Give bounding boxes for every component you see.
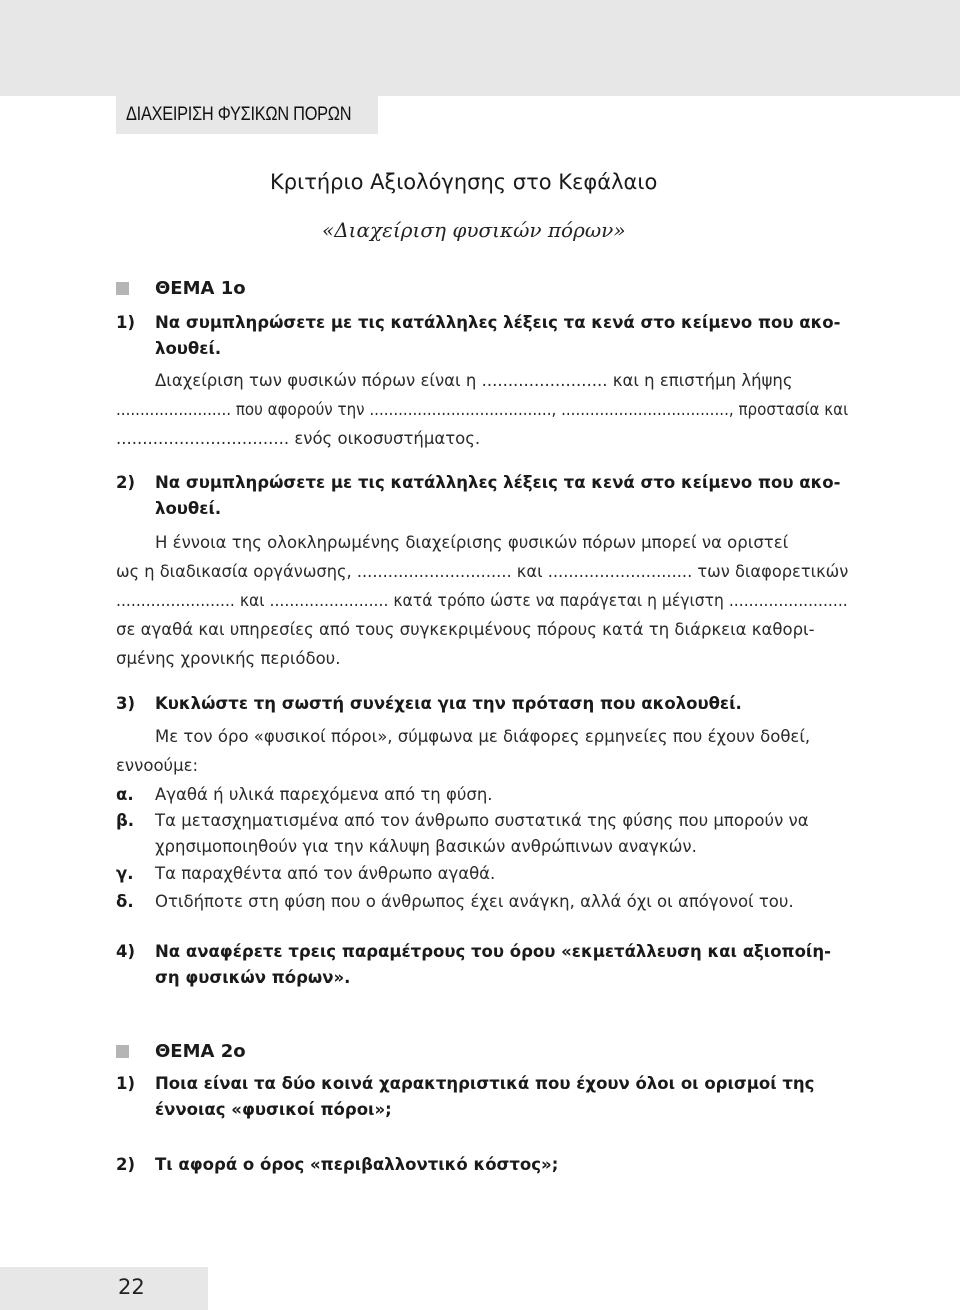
question-prompt-cont: λουθεί.: [155, 499, 222, 518]
fill-blank-text: σε αγαθά και υπηρεσίες από τους συγκεκριμένους πόρους κατά τη διάρκεια καθορι-: [116, 620, 815, 639]
bullet-square-icon: [116, 1045, 129, 1058]
question-number: 1): [116, 313, 136, 332]
section-header: [116, 96, 378, 134]
page-title: Κριτήριο Αξιολόγησης στο Κεφάλαιο: [270, 170, 658, 194]
question-prompt: Τι αφορά ο όρος «περιβαλλοντικό κόστος»;: [155, 1155, 559, 1174]
option-letter: γ.: [116, 864, 134, 883]
question-number: 2): [116, 473, 136, 492]
question-number: 1): [116, 1074, 136, 1093]
option-text[interactable]: Τα μετασχηματισμένα από τον άνθρωπο συστατικά της φύσης που μπορούν να: [155, 811, 809, 830]
question-stem-cont: εννοούμε:: [116, 756, 199, 775]
question-prompt: Να αναφέρετε τρεις παραμέτρους του όρου «εκμετάλλευση και αξιοποίη-: [155, 942, 831, 961]
question-prompt-cont: λουθεί.: [155, 339, 222, 358]
question-prompt-cont: ση φυσικών πόρων».: [155, 968, 351, 987]
question-prompt-cont: έννοιας «φυσικοί πόροι»;: [155, 1100, 392, 1119]
fill-blank-text: ........................ και ........................ κατά τρόπο ώστε να παράγεται η μέγιστη ........................: [116, 591, 848, 610]
fill-blank-text: ................................. ενός οικοσυστήματος.: [116, 429, 481, 448]
question-number: 4): [116, 942, 136, 961]
option-letter: α.: [116, 785, 134, 804]
question-number: 2): [116, 1155, 136, 1174]
question-prompt: Να συμπληρώσετε με τις κατάλληλες λέξεις τα κενά στο κείμενο που ακο-: [155, 313, 841, 332]
option-text[interactable]: Αγαθά ή υλικά παρεχόμενα από τη φύση.: [155, 785, 493, 804]
page-number: 22: [118, 1275, 145, 1299]
page-subtitle: «Διαχείριση φυσικών πόρων»: [322, 218, 626, 242]
header-band: [0, 0, 960, 96]
fill-blank-text: ως η διαδικασία οργάνωσης, .............................. και ............................ των διαφορετικών: [116, 562, 849, 581]
option-text[interactable]: Οτιδήποτε στη φύση που ο άνθρωπος έχει ανάγκη, αλλά όχι οι απόγονοί του.: [155, 892, 794, 911]
theme1-heading: ΘΕΜΑ 1ο: [155, 278, 246, 299]
option-text[interactable]: Τα παραχθέντα από τον άνθρωπο αγαθά.: [155, 864, 496, 883]
fill-blank-text: σμένης χρονικής περιόδου.: [116, 649, 341, 668]
section-title: ΔΙΑΧΕΙΡΙΣΗ ΦΥΣΙΚΩΝ ΠΟΡΩΝ: [126, 104, 352, 125]
question-prompt: Ποια είναι τα δύο κοινά χαρακτηριστικά που έχουν όλοι οι ορισμοί της: [155, 1074, 815, 1093]
question-prompt: Κυκλώστε τη σωστή συνέχεια για την πρόταση που ακολουθεί.: [155, 694, 742, 713]
option-text-cont[interactable]: χρησιμοποιηθούν για την κάλυψη βασικών ανθρώπινων αναγκών.: [155, 837, 697, 856]
question-number: 3): [116, 694, 136, 713]
question-stem: Με τον όρο «φυσικοί πόροι», σύμφωνα με διάφορες ερμηνείες που έχουν δοθεί,: [155, 727, 811, 746]
option-letter: δ.: [116, 892, 134, 911]
page-number-box: [0, 1267, 208, 1310]
fill-blank-text: ........................ που αφορούν την ......................................, ..................................., προστασία και: [116, 400, 849, 419]
question-prompt: Να συμπληρώσετε με τις κατάλληλες λέξεις τα κενά στο κείμενο που ακο-: [155, 473, 841, 492]
theme2-heading: ΘΕΜΑ 2ο: [155, 1041, 246, 1062]
fill-blank-text: Διαχείριση των φυσικών πόρων είναι η ........................ και η επιστήμη λήψης: [155, 371, 793, 390]
bullet-square-icon: [116, 282, 129, 295]
fill-blank-text: Η έννοια της ολοκληρωμένης διαχείρισης φυσικών πόρων μπορεί να οριστεί: [155, 533, 789, 552]
option-letter: β.: [116, 811, 135, 830]
